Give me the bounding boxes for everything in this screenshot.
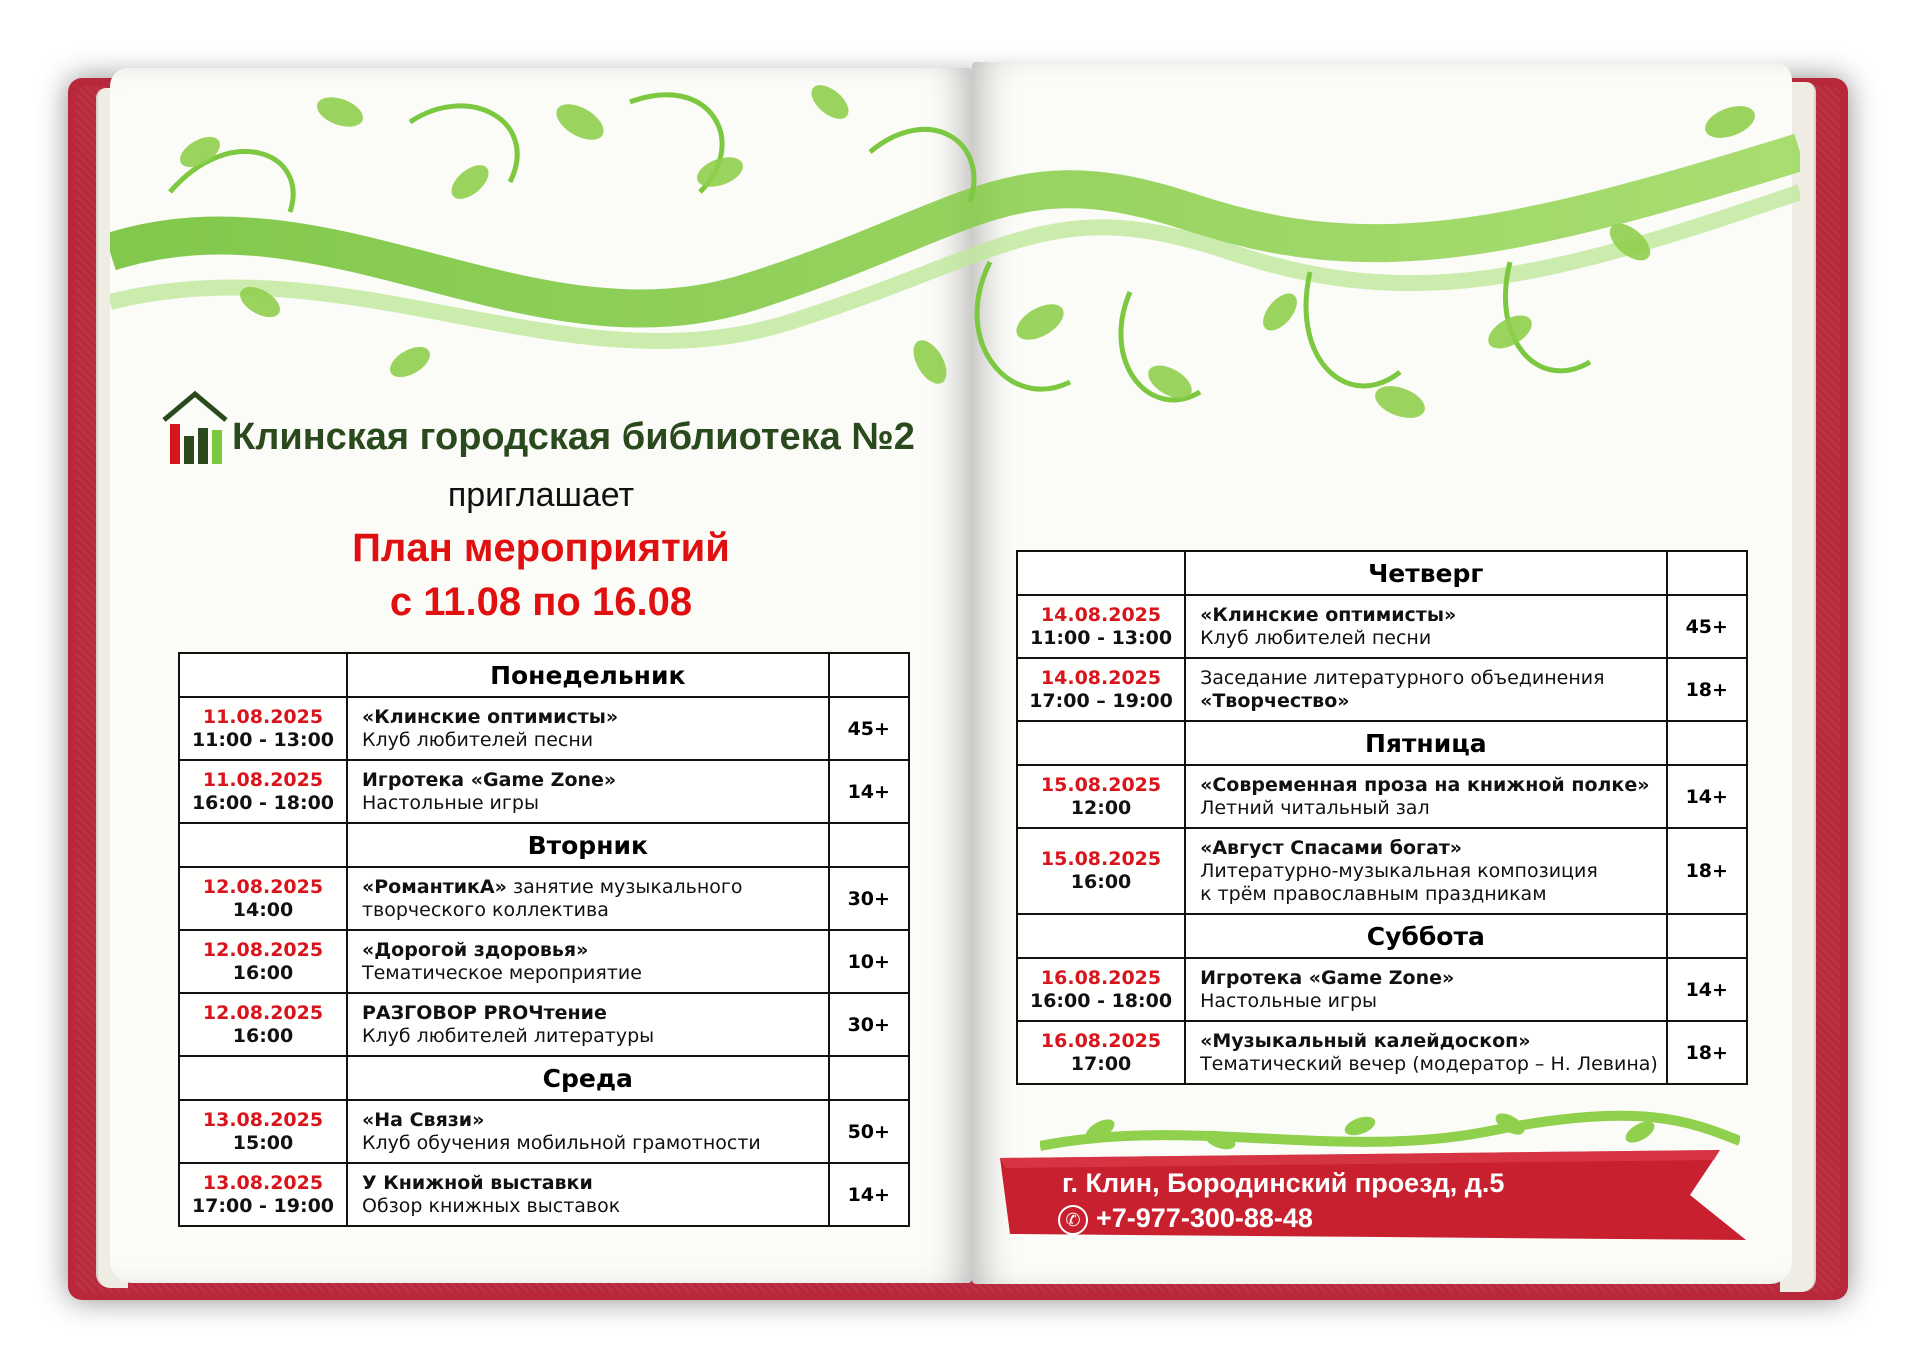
event-title: Игротека «Game Zone»: [361, 768, 617, 791]
table-row: [1017, 595, 1747, 658]
event-subtitle: Настольные игры: [1200, 989, 1378, 1012]
event-date: 16.08.2025: [1040, 1029, 1162, 1052]
event-time: 16:00: [232, 1024, 294, 1047]
event-time: 14:00: [232, 898, 294, 921]
event-date: 14.08.2025: [1040, 603, 1162, 626]
age-rating: 14+: [1667, 765, 1748, 828]
event-description: Заседание литературного объединения: [1200, 666, 1605, 689]
event-date: 12.08.2025: [202, 875, 324, 898]
event-subtitle: Тематическое мероприятие: [361, 961, 642, 984]
event-title: «На Связи»: [361, 1108, 485, 1131]
address-text: г. Клин, Бородинский проезд, д.5: [1062, 1168, 1505, 1198]
event-subtitle: Обзор книжных выставок: [361, 1194, 621, 1217]
day-thursday: Четверг: [1185, 551, 1666, 595]
event-title: «Клинские оптимисты»: [1200, 603, 1457, 626]
event-time: 16:00 - 18:00: [1029, 989, 1173, 1012]
event-date: 16.08.2025: [1040, 966, 1162, 989]
schedule-table-right: [1016, 550, 1748, 1085]
table-row: [179, 1163, 909, 1226]
event-subtitle: Клуб любителей песни: [361, 728, 594, 751]
event-subtitle: Литературно-музыкальная композиция: [1200, 859, 1598, 882]
age-rating: 10+: [829, 930, 909, 993]
event-subtitle: Летний читальный зал: [1200, 796, 1430, 819]
table-row: [179, 760, 909, 823]
event-time: 12:00: [1070, 796, 1132, 819]
event-date: 15.08.2025: [1040, 773, 1162, 796]
event-subtitle-2: к трём православным праздникам: [1200, 882, 1547, 905]
table-row: [1017, 765, 1747, 828]
event-subtitle: творческого коллектива: [361, 898, 609, 921]
event-title: «Современная проза на книжной полке»: [1200, 773, 1650, 796]
table-row: [179, 993, 909, 1056]
age-rating: 18+: [1667, 1021, 1748, 1084]
event-subtitle: Настольные игры: [361, 791, 539, 814]
event-date: 13.08.2025: [202, 1171, 324, 1194]
event-time: 16:00 - 18:00: [191, 791, 335, 814]
age-rating: 14+: [829, 1163, 909, 1226]
library-house-books-icon: [160, 390, 230, 470]
age-rating: 50+: [829, 1100, 909, 1163]
event-title: «РомантикА»: [361, 875, 507, 898]
table-row: [179, 697, 909, 760]
day-row: [179, 653, 909, 697]
age-rating: 30+: [829, 867, 909, 930]
event-date: 13.08.2025: [202, 1108, 324, 1131]
day-row: [179, 1056, 909, 1100]
age-rating: 45+: [829, 697, 909, 760]
date-range: с 11.08 по 16.08: [389, 580, 693, 624]
library-name: Клинская городская библиотека №2: [232, 416, 915, 458]
phone-number[interactable]: +7-977-300-88-48: [1096, 1203, 1313, 1233]
invites-text: приглашает: [447, 476, 635, 514]
day-row: [1017, 914, 1747, 958]
event-time: 15:00: [232, 1131, 294, 1154]
event-title: «Клинские оптимисты»: [361, 705, 619, 728]
event-title: У Книжной выставки: [361, 1171, 593, 1194]
table-row: [1017, 1021, 1747, 1084]
phone-icon: ✆: [1058, 1205, 1088, 1235]
phone-line: [1058, 1203, 1313, 1235]
event-date: 12.08.2025: [202, 938, 324, 961]
event-time: 17:00 - 19:00: [191, 1194, 335, 1217]
event-time: 16:00: [1070, 871, 1132, 893]
day-row: [179, 823, 909, 867]
event-title: «Музыкальный калейдоскоп»: [1200, 1029, 1531, 1052]
event-date: 15.08.2025: [1040, 848, 1162, 870]
event-subtitle: Тематический вечер (модератор – Н. Левина): [1200, 1052, 1658, 1075]
event-title-rest: занятие музыкального: [506, 875, 743, 898]
event-time: 11:00 - 13:00: [1029, 626, 1173, 649]
event-title: РАЗГОВОР PROЧтение: [361, 1001, 607, 1024]
age-rating: 14+: [1667, 958, 1748, 1021]
table-row: [1017, 828, 1747, 914]
event-subtitle: Клуб любителей литературы: [361, 1024, 655, 1047]
event-date: 11.08.2025: [202, 768, 324, 791]
event-time: 11:00 - 13:00: [191, 728, 335, 751]
event-title: «Творчество»: [1200, 689, 1350, 712]
age-rating: 30+: [829, 993, 909, 1056]
table-row: [179, 867, 909, 930]
table-row: [179, 1100, 909, 1163]
age-rating: 18+: [1667, 658, 1748, 721]
age-rating: 14+: [829, 760, 909, 823]
event-subtitle: Клуб обучения мобильной грамотности: [361, 1131, 761, 1154]
event-time: 16:00: [232, 961, 294, 984]
event-date: 11.08.2025: [202, 705, 324, 728]
day-friday: Пятница: [1185, 721, 1666, 765]
event-date: 14.08.2025: [1040, 666, 1162, 689]
age-rating: 18+: [1667, 828, 1748, 914]
day-wednesday: Среда: [347, 1056, 829, 1100]
table-row: [1017, 658, 1747, 721]
event-title: Игротека «Game Zone»: [1200, 966, 1455, 989]
day-monday: Понедельник: [347, 653, 829, 697]
event-time: 17:00 – 19:00: [1029, 689, 1173, 712]
plan-title: План мероприятий: [352, 526, 730, 570]
table-row: [1017, 958, 1747, 1021]
day-tuesday: Вторник: [347, 823, 829, 867]
day-saturday: Суббота: [1185, 914, 1666, 958]
event-time: 17:00: [1070, 1052, 1132, 1075]
event-subtitle: Клуб любителей песни: [1200, 626, 1432, 649]
age-rating: 45+: [1667, 595, 1748, 658]
event-title: «Дорогой здоровья»: [361, 938, 589, 961]
schedule-table-left: [178, 652, 910, 1227]
table-row: [179, 930, 909, 993]
day-row: [1017, 551, 1747, 595]
event-date: 12.08.2025: [202, 1001, 324, 1024]
event-title: «Август Спасами богат»: [1200, 836, 1463, 859]
day-row: [1017, 721, 1747, 765]
